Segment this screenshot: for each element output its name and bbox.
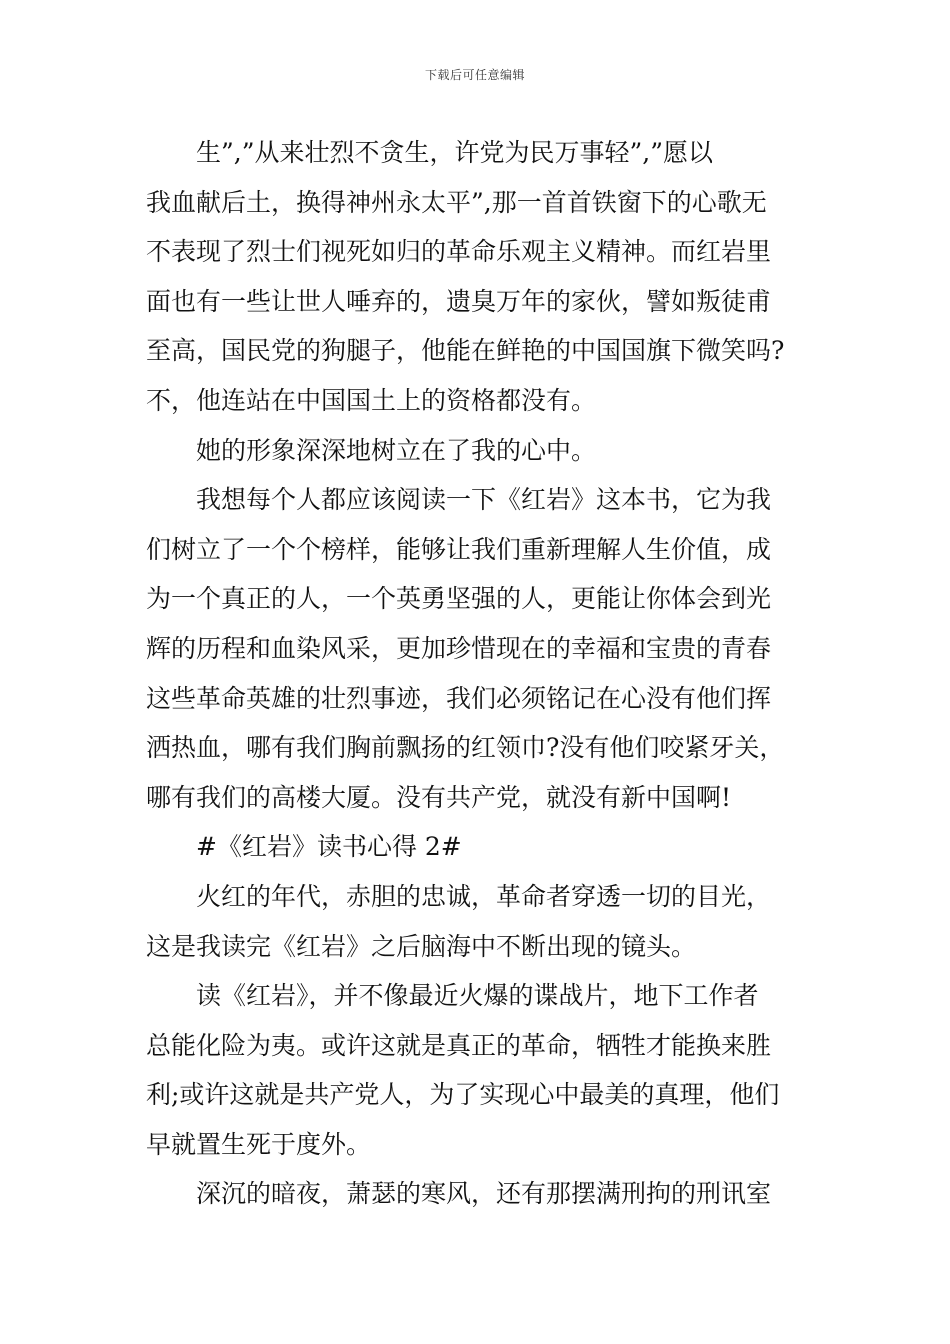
text-line: 为一个真正的人，一个英勇坚强的人，更能让你体会到光 <box>146 584 772 614</box>
text-line: 生”,”从来壮烈不贪生，许党为民万事轻”,”愿以 <box>196 138 714 167</box>
text-line: 至高，国民党的狗腿子，他能在鲜艳的中国国旗下微笑吗? <box>146 336 785 366</box>
text-line: 不，他连站在中国国土上的资格都没有。 <box>146 385 597 415</box>
text-line: 不表现了烈士们视死如归的革命乐观主义精神。而红岩里 <box>146 237 772 267</box>
text-line: 早就置生死于度外。 <box>146 1129 372 1159</box>
text-line: 火红的年代，赤胆的忠诚，革命者穿透一切的目光， <box>196 881 772 911</box>
text-line: 总能化险为夷。或许这就是真正的革命，牺牲才能换来胜 <box>146 1030 772 1060</box>
text-line: 她的形象深深地树立在了我的心中。 <box>196 435 597 465</box>
section-heading: #《红岩》读书心得 2# <box>196 832 462 862</box>
text-line: 们树立了一个个榜样，能够让我们重新理解人生价值，成 <box>146 534 772 564</box>
document-body <box>146 128 811 1219</box>
text-line: 这些革命英雄的壮烈事迹，我们必须铭记在心没有他们挥 <box>146 683 772 713</box>
text-line: 我血献后土，换得神州永太平”,那一首首铁窗下的心歌无 <box>146 187 767 217</box>
text-line: 我想每个人都应该阅读一下《红岩》这本书，它为我 <box>196 485 772 515</box>
page-header: 下载后可任意编辑 <box>424 68 525 82</box>
text-line: 洒热血，哪有我们胸前飘扬的红领巾?没有他们咬紧牙关， <box>146 733 785 763</box>
text-line: 辉的历程和血染风采，更加珍惜现在的幸福和宝贵的青春 <box>146 633 772 663</box>
text-line: 利;或许这就是共产党人，为了实现心中最美的真理，他们 <box>146 1080 780 1110</box>
text-line: 深沉的暗夜，萧瑟的寒风，还有那摆满刑拘的刑讯室 <box>196 1179 772 1209</box>
text-line: 读《红岩》，并不像最近火爆的谍战片，地下工作者 <box>196 981 759 1011</box>
text-line: 这是我读完《红岩》之后脑海中不断出现的镜头。 <box>146 931 697 961</box>
text-line: 面也有一些让世人唾弃的，遗臭万年的家伙，譬如叛徒甫 <box>146 286 772 316</box>
text-line: 哪有我们的高楼大厦。没有共产党，就没有新中国啊! <box>146 782 732 812</box>
